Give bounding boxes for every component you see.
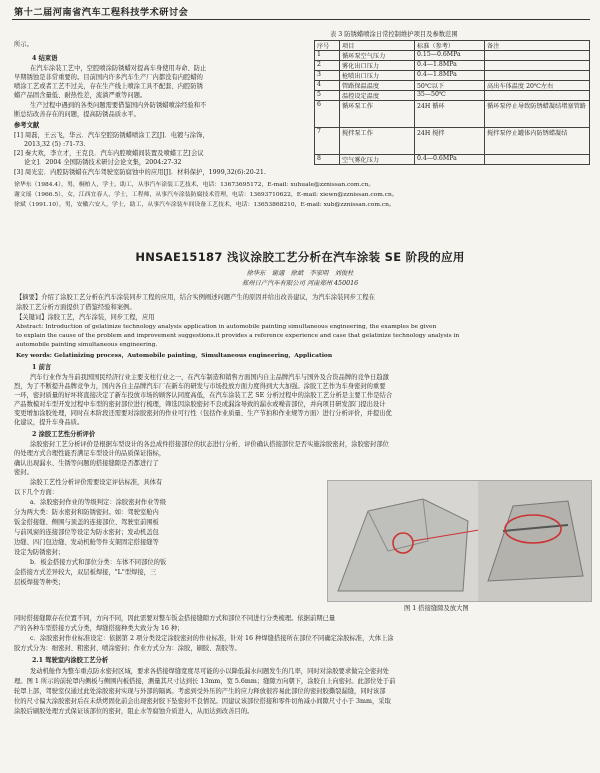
article-title: HNSAE15187 浅议涂胶工艺分析在汽车涂装 SE 阶段的应用	[135, 250, 465, 264]
table-cell: 循环泵工作	[340, 101, 415, 128]
table-header-cell: 序号	[315, 41, 340, 51]
s2-left-line: 确认出现漏水、生锈等问题的搭接缝隙是否都进行了	[14, 460, 159, 467]
s21-line: 轮罩上部，驾驶室仅通过此处涂胶密封实现与外部的隔离。考虑到受外压的产生的应力释放很容易此部位的密封胶撕裂漏缝，同时该部	[14, 688, 386, 695]
s2-left-line: 密封。	[14, 469, 33, 476]
conclusion-p2-line2: 断总结改善存在的问题，提高防锈品质水平。	[14, 111, 140, 118]
figure-1	[327, 480, 592, 602]
s2-cont-line: 产的各种车型搭接方式分类，焊缝搭接种类大致分为 16 种；	[14, 625, 184, 632]
s2-left-line: a．涂胶密封作业的等级判定：涂胶密封作业等级	[30, 499, 166, 506]
table-cell	[485, 61, 590, 71]
table-row	[315, 81, 590, 91]
table-cell: 24H 循环	[415, 101, 485, 128]
table-cell: 高出车体温度 20℃左右	[485, 81, 590, 91]
conclusion-p1-line4: 蜡产品固含量低、耐热性差，流淌严重等问题。	[14, 92, 147, 99]
table-cell: 7	[315, 128, 340, 155]
table-header-cell: 项目	[340, 41, 415, 51]
reference-2-cont: 论文]．2004 全国防锈技术研讨会论文集，2004:27-32	[24, 159, 182, 166]
section-1-heading: 1 前言	[32, 364, 52, 371]
figure-1-image	[328, 481, 591, 601]
s1-line: 烈，为了不断提升品牌竞争力，国内各自主品牌汽车厂在新车的研发与市场投放方面力度得到大大加强。涂胶工艺作为车身密封的重要	[14, 383, 386, 390]
s1-line: 变更增加涂胶处理，同时在本阶段还需要对涂胶密封的作业可行性（包括作业质量、生产节拍和作业规等方面）进行分析评价，并提出优	[14, 410, 392, 417]
author-bio-1: 徐华东（1984.4），男，桐柏人，学士，助工，从事汽车涂装工艺技术，电话：13673695172，E-mail: xuhuale@zznissan.com.cn。	[14, 182, 375, 188]
table-cell: 5	[315, 91, 340, 101]
s1-line: 化建议，提升车身品质。	[14, 419, 84, 426]
section-2-heading: 2 涂胶工艺性分析评价	[32, 431, 96, 438]
conclusion-heading: 4 结束语	[32, 55, 58, 62]
table-cell: 0.4—0.6MPa	[415, 155, 485, 165]
s2-left-line: 钣金搭接缝、侧围与顶盖的连接部位、驾驶室前围板	[14, 519, 159, 526]
abstract-en-line3: automobile painting simultaneous engineering.	[16, 342, 158, 348]
s2-left-line: 涂胶工艺性分析评价需要设定评估标准，具体有	[30, 479, 163, 486]
s2-line: 的处理方式合理性能否满足车型设计的品质保证指标，	[14, 450, 166, 457]
table-cell: 搅拌泵工作	[340, 128, 415, 155]
author-bio-2: 谢文瑶（1966.5），女，江西宜春人，学士，工程师，从事汽车涂装防腐技术管理，电话：13693710622，E-mail: xiewn@zznissan.com.cn。	[14, 192, 398, 198]
table-row	[315, 155, 590, 165]
table-cell: 4	[315, 81, 340, 91]
table-cell: 2	[315, 61, 340, 71]
table-cell: 50℃以下	[415, 81, 485, 91]
references-heading: 参考文献	[14, 122, 40, 129]
conclusion-p2-line1: 生产过程中遇到的各类问题需要借鉴国内外防锈蜡喷涂经验和不	[30, 102, 207, 109]
table-cell: 温控设定温度	[340, 91, 415, 101]
table-cell	[485, 155, 590, 165]
abstract-en-line1: Abstract: Introduction of gelatinize technology analysis application in automobile painting simultaneous engineering, the examples be given	[16, 324, 437, 330]
figure-1-caption: 图 1 搭接缝隙及放大图	[404, 605, 469, 612]
conclusion-p1-line1: 在汽车涂装工艺中，空腔喷涂防锈蜡对提高车身使用寿命、防止	[30, 65, 207, 72]
s21-line: 发动机舱作为整车重点防水密封区域，要求各搭接焊缝宽度尽可能的小以降低漏水问题发生的几率，同时对涂胶要求做完全密封处	[30, 668, 389, 675]
table-cell	[485, 71, 590, 81]
s2-left-line: 分为两大类：防水密封和防锈密封。如：驾驶室舱内	[14, 509, 159, 516]
s21-line: 理。图 1 所示的前轮罩内侧板与侧围内板搭接，测量其尺寸达到长 13mm，宽 5.6mm；缝隙方向朝下，涂胶自上向密封。此部位处于前	[14, 678, 396, 685]
table-row	[315, 51, 590, 61]
s2-left-line: 金搭接方式差异较大，双层板焊接，"L"型焊接，三	[14, 569, 157, 576]
reference-2: [2] 秦大欢，李立才，王克良．汽车内腔喷蜡间装置及喷蜡工艺[会议	[14, 150, 204, 157]
article-affiliation: 郑州日产汽车有限公司 河南郑州 450016	[241, 280, 359, 287]
article-authors: 徐华东 谢通 徐斌 李家明 刘俊杜	[246, 270, 354, 277]
table-cell: 0.4—1.8MPa	[415, 71, 485, 81]
table-cell	[485, 51, 590, 61]
table-cell: 8	[315, 155, 340, 165]
table-header-row	[315, 41, 590, 51]
running-header: 第十二届河南省汽车工程科技学术研讨会	[14, 7, 189, 18]
table-row	[315, 61, 590, 71]
s2-left-line: 以下几个方面：	[14, 489, 59, 496]
intro-line: 所示。	[14, 41, 33, 48]
table-header-cell: 标准（参考）	[415, 41, 485, 51]
table-row	[315, 128, 590, 155]
s2-cont-line: 胶方式分为：细密封、粗密封、喷涂密封；作业方式分为：涂胶，刷胶、刮胶等。	[14, 645, 241, 652]
table-cell: 搅拌泵停止罐体内防锈蜡凝结	[485, 128, 590, 155]
table-cell: 管路保温温度	[340, 81, 415, 91]
s2-left-line: b．板金搭接方式和部位分类：车体不同部位的钣	[30, 559, 167, 566]
table-cell: 空气雾化压力	[340, 155, 415, 165]
table-cell: 35—50℃	[415, 91, 485, 101]
keywords-en: Key words: Gelatinizing process，Automobile painting，Simultaneous engineering，Application	[16, 352, 333, 359]
parameter-table	[314, 40, 590, 165]
reference-3: [3] 周光宏．内腔防锈蜡在汽车驾驶室防腐蚀中的应用[J]．材料保护，1999,32(6):20-21.	[14, 169, 266, 176]
header-rule	[12, 19, 590, 20]
table-cell: 24H 搅拌	[415, 128, 485, 155]
table-cell: 雾化出口压力	[340, 61, 415, 71]
table-cell: 枪喷出口压力	[340, 71, 415, 81]
s1-line: 汽车行业作为当前我国国民经济行业主要支柱行业之一，在汽车制造和销售方面国内自主品牌汽车与国外及合资品牌的竞争日趋激	[30, 374, 389, 381]
s2-left-line: 层板焊接等种类；	[14, 579, 65, 586]
s1-line: 一环，密封质量的好坏将直接决定了新车投放市场的顾客认同度高低，在汽车涂装工艺 SE 分析过程中的涂胶工艺分析是主要工作是结合	[14, 392, 393, 399]
s2-cont-line: c．涂胶密封作业标准设定：依据第 2 项分类设定涂胶密封的作业标准，针对 16 种焊缝搭接所在部位不同确定涂胶标准，大体上涂	[30, 635, 394, 642]
s2-left-line: 边缝、四门包边缝、发动机舱等件支架固定搭接缝等	[14, 539, 159, 546]
table-row	[315, 101, 590, 128]
table-cell: 循环泵空气压力	[340, 51, 415, 61]
conclusion-p1-line3: 喷涂工艺或者工艺不过关，存在生产线上喷涂工具不配套、内腔防锈	[14, 83, 203, 90]
reference-1-cont: 2013,32 (5) :71-73.	[24, 141, 86, 148]
abstract-en-line2: to explain the cause of the problem and improvement suggestions.it provides a reference experience and case that gelatinize technology analysis in	[16, 333, 460, 339]
table-cell: 3	[315, 71, 340, 81]
table-row	[315, 91, 590, 101]
s21-line: 涂胶后刷胶处理方式保证该部位的密封，阻止水等腐蚀介质进入，从而达到改善目的。	[14, 708, 254, 715]
abstract-cn-line1: 【摘要】介绍了涂胶工艺分析在汽车涂装同步工程的应用，结合实例阐述问题产生的原因并给出改善建议，为汽车涂装同步工程在	[16, 294, 375, 301]
s21-line: 位的尺寸偏大涂胶密封后在未烘烤固化前会出现密封胶下坠密封不良情况。因建议该部位搭接和零件切角减小间隙尺寸小于 3mm，采取	[14, 698, 391, 705]
table-caption: 表 3 防锈蜡喷涂日常控制维护项目及参数范围	[330, 31, 458, 38]
table-cell: 6	[315, 101, 340, 128]
s2-left-line: 设定为防锈密封；	[14, 549, 65, 556]
s2-left-line: 与前风窗的连接部位等设定为防水密封；发动机盖包	[14, 529, 159, 536]
table-cell: 1	[315, 51, 340, 61]
table-header-cell: 备注	[485, 41, 590, 51]
s1-line: 产品数模对车型开发过程中车型的密封部位进行梳理，筛选因涂胶密封不良或漏涂导致的漏水或噪音部位，并向项目研发部门提出设计	[14, 401, 386, 408]
section-2-1-heading: 2.1 驾驶室内涂胶工艺分析	[32, 657, 109, 664]
reference-1: [1] 周磊，王云飞，华云．汽车空腔防锈蜡喷涂工艺[J]．电镀与涂饰，	[14, 132, 209, 139]
s2-line: 涂胶密封工艺分析评价是根据车型设计的各总成件搭接部位的状态进行分析、评价确认搭接部位是否实施涂胶密封，涂胶密封部位	[30, 441, 389, 448]
table-cell: 0.15—0.6MPa	[415, 51, 485, 61]
s2-cont-line: 同时搭接缝隙存在位置不同，方向不同，因此需要对整车钣金搭接缝隙方式和部位不同进行分类梳理。依据前期已量	[14, 615, 336, 622]
conclusion-p1-line2: 早期锈蚀是非常重要的。目前国内许多汽车生产厂内都没有内腔蜡的	[14, 74, 203, 81]
table-row	[315, 71, 590, 81]
keywords-cn: 【关键词】涂胶工艺，汽车涂装，同步工程，应用	[16, 314, 155, 321]
author-bio-3: 徐斌（1991.10），男，安徽六安人，学士，助工，从事汽车涂装车间设备工艺技术，电话：13653868210，E-mail: xub@zznissan.com.cn。	[14, 202, 395, 208]
abstract-cn-line2: 涂胶工艺分析方面提供了借鉴经验和案例。	[16, 304, 136, 311]
table-cell: 循环泵停止导致防锈蜡凝结堵塞管路	[485, 101, 590, 128]
table-cell	[485, 91, 590, 101]
table-cell: 0.4—1.8MPa	[415, 61, 485, 71]
